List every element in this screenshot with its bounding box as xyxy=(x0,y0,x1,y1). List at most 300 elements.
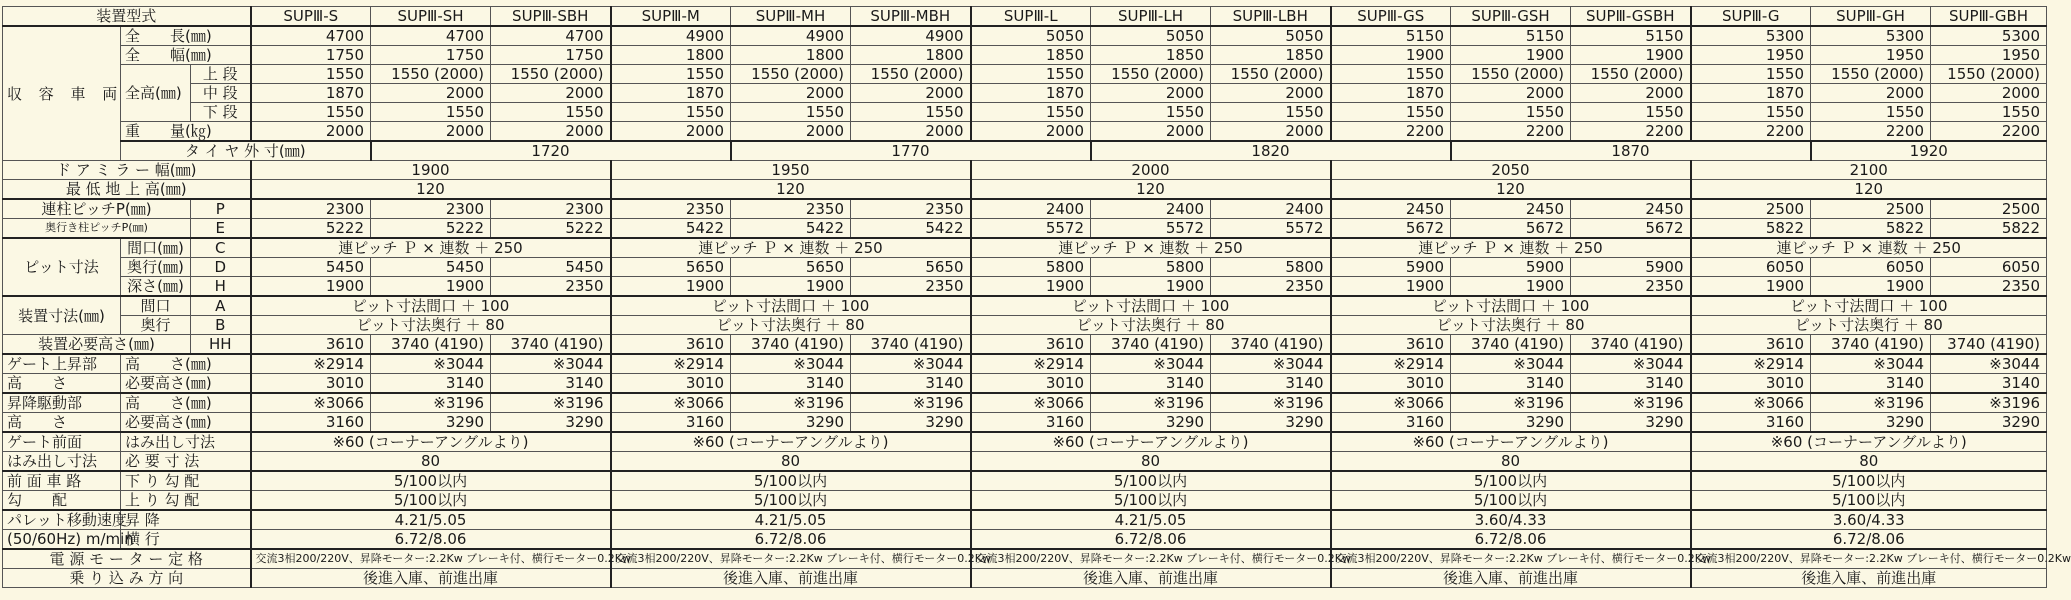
gate-height-cell: ※3044 xyxy=(1091,354,1211,374)
length-cell: 5300 xyxy=(1691,26,1811,46)
width-cell: 1750 xyxy=(251,46,371,65)
row-label: 全高(㎜) xyxy=(121,65,191,122)
ground-cell: 120 xyxy=(251,180,611,200)
tire-cell: 1820 xyxy=(1091,141,1451,161)
gate-front-req-cell: 80 xyxy=(251,452,611,472)
pitch-p-cell: 2350 xyxy=(731,199,851,219)
height-middle-cell: 1870 xyxy=(251,84,371,103)
device-hh-cell: 3740 (4190) xyxy=(851,335,971,355)
slope-up-cell: 5/100以内 xyxy=(1331,491,1691,511)
pit-frontage-cell: 連ピッチ Ｐ × 連数 ＋ 250 xyxy=(971,238,1331,258)
height-upper-cell: 1550 xyxy=(251,65,371,84)
sub-label: 上 り 勾 配 xyxy=(121,491,251,511)
sub-label: 中 段 xyxy=(191,84,251,103)
device-a-cell: ピット寸法間口 ＋ 100 xyxy=(971,296,1331,316)
row-label: 奥行(㎜) xyxy=(121,258,191,277)
height-lower-cell: 1550 xyxy=(1211,103,1331,122)
model-header: SUPⅢ-GSBH xyxy=(1571,7,1691,27)
gate-req-cell: 3010 xyxy=(611,374,731,394)
sub-label: 必要高さ(㎜) xyxy=(121,374,251,394)
pit-depth-row xyxy=(3,258,2047,277)
height-lower-cell: 1550 xyxy=(1331,103,1451,122)
width-cell: 1950 xyxy=(1811,46,1931,65)
speed-lift-cell: 4.21/5.05 xyxy=(611,510,971,530)
height-middle-cell: 2000 xyxy=(851,84,971,103)
model-header: SUPⅢ-SBH xyxy=(491,7,611,27)
lift-row-2 xyxy=(3,413,2047,433)
device-b-cell: ピット寸法奥行 ＋ 80 xyxy=(1691,316,2047,335)
device-b-cell: ピット寸法奥行 ＋ 80 xyxy=(1331,316,1691,335)
pit-depth-cell: 5650 xyxy=(731,258,851,277)
pitch-p-cell: 2450 xyxy=(1571,199,1691,219)
pitch-p-cell: 2500 xyxy=(1811,199,1931,219)
model-header: SUPⅢ-G xyxy=(1691,7,1811,27)
device-hh-cell: 3740 (4190) xyxy=(1571,335,1691,355)
entry-cell: 後進入庫、前進出庫 xyxy=(251,569,611,588)
device-hh-cell: 3740 (4190) xyxy=(1091,335,1211,355)
entry-cell: 後進入庫、前進出庫 xyxy=(971,569,1331,588)
pit-depth-cell: 5800 xyxy=(971,258,1091,277)
pitch-p-cell: 2400 xyxy=(1211,199,1331,219)
gate-height-cell: ※3044 xyxy=(491,354,611,374)
device-hh-cell: 3740 (4190) xyxy=(1931,335,2047,355)
model-header: SUPⅢ-SH xyxy=(371,7,491,27)
length-cell: 4900 xyxy=(851,26,971,46)
width-cell: 1750 xyxy=(491,46,611,65)
speed-lift-cell: 3.60/4.33 xyxy=(1331,510,1691,530)
height-middle-cell: 2000 xyxy=(1931,84,2047,103)
tire-cell: 1870 xyxy=(1451,141,1811,161)
pit-depth-cell: 5450 xyxy=(491,258,611,277)
height-upper-cell: 1550 xyxy=(611,65,731,84)
length-cell: 4900 xyxy=(611,26,731,46)
height-lower-cell: 1550 xyxy=(851,103,971,122)
header-label: 装置型式 xyxy=(3,7,251,27)
height-upper-cell: 1550 xyxy=(1331,65,1451,84)
row-label: 最 低 地 上 高(㎜) xyxy=(3,180,251,200)
lift-height-cell: ※3066 xyxy=(611,393,731,413)
gate-req-cell: 3140 xyxy=(1451,374,1571,394)
lift-req-cell: 3290 xyxy=(1211,413,1331,433)
pit-depth-cell: 5800 xyxy=(1211,258,1331,277)
weight-cell: 2000 xyxy=(1091,122,1211,142)
gate-height-cell: ※2914 xyxy=(971,354,1091,374)
vehicle-weight-row xyxy=(3,122,2047,142)
pit-depth-cell: 5900 xyxy=(1571,258,1691,277)
model-header: SUPⅢ-GH xyxy=(1811,7,1931,27)
gate-height-cell: ※3044 xyxy=(851,354,971,374)
pitch-e-cell: 5572 xyxy=(971,219,1091,239)
slope-row-1 xyxy=(3,471,2047,491)
length-cell: 4700 xyxy=(251,26,371,46)
length-cell: 5300 xyxy=(1931,26,2047,46)
mirror-cell: 2100 xyxy=(1691,161,2047,180)
device-hh-row xyxy=(3,335,2047,355)
device-a-cell: ピット寸法間口 ＋ 100 xyxy=(1691,296,2047,316)
length-cell: 5150 xyxy=(1451,26,1571,46)
lift-height-cell: ※3066 xyxy=(1691,393,1811,413)
pit-frontage-cell: 連ピッチ Ｐ × 連数 ＋ 250 xyxy=(1331,238,1691,258)
model-header: SUPⅢ-L xyxy=(971,7,1091,27)
gate-height-cell: ※3044 xyxy=(1451,354,1571,374)
pitch-e-cell: 5572 xyxy=(1091,219,1211,239)
lift-req-cell: 3160 xyxy=(1331,413,1451,433)
row-label: ゲート前面 xyxy=(3,432,121,452)
symbol-label: B xyxy=(191,316,251,335)
gate-front-req-cell: 80 xyxy=(1691,452,2047,472)
height-upper-cell: 1550 (2000) xyxy=(491,65,611,84)
device-hh-cell: 3610 xyxy=(1331,335,1451,355)
vehicle-group-label: 収 容 車 両 xyxy=(3,26,121,161)
pit-depth-cell: 6050 xyxy=(1931,258,2047,277)
pitch-p-cell: 2500 xyxy=(1931,199,2047,219)
weight-cell: 2200 xyxy=(1811,122,1931,142)
width-cell: 1950 xyxy=(1931,46,2047,65)
row-label: 勾 配 xyxy=(3,491,121,511)
ground-cell: 120 xyxy=(1691,180,2047,200)
pitch-e-cell: 5222 xyxy=(251,219,371,239)
pit-depth-cell: 5900 xyxy=(1331,258,1451,277)
entry-cell: 後進入庫、前進出庫 xyxy=(1691,569,2047,588)
height-upper-cell: 1550 (2000) xyxy=(1931,65,2047,84)
row-label: 深さ(㎜) xyxy=(121,277,191,297)
gate-height-cell: ※3044 xyxy=(371,354,491,374)
gate-height-cell: ※3044 xyxy=(1571,354,1691,374)
width-cell: 1850 xyxy=(971,46,1091,65)
pit-depth-cell: 5450 xyxy=(371,258,491,277)
symbol-label: C xyxy=(191,238,251,258)
weight-cell: 2200 xyxy=(1571,122,1691,142)
slope-up-cell: 5/100以内 xyxy=(1691,491,2047,511)
device-hh-cell: 3610 xyxy=(251,335,371,355)
pitch-p-row xyxy=(3,199,2047,219)
row-label: 高 さ xyxy=(3,374,121,394)
lift-height-cell: ※3196 xyxy=(371,393,491,413)
pit-deep-cell: 2350 xyxy=(491,277,611,297)
gate-req-cell: 3140 xyxy=(1571,374,1691,394)
gate-front-row-1 xyxy=(3,432,2047,452)
model-header: SUPⅢ-GBH xyxy=(1931,7,2047,27)
row-label: 装置必要高さ(㎜) xyxy=(3,335,191,355)
gate-front-note-cell: ※60 (コーナーアングルより) xyxy=(611,432,971,452)
symbol-label: D xyxy=(191,258,251,277)
row-label: 連柱ピッチP(㎜) xyxy=(3,199,191,219)
gate-req-cell: 3010 xyxy=(971,374,1091,394)
weight-cell: 2000 xyxy=(1211,122,1331,142)
pitch-e-cell: 5222 xyxy=(371,219,491,239)
pit-deep-cell: 1900 xyxy=(1451,277,1571,297)
slope-down-cell: 5/100以内 xyxy=(251,471,611,491)
length-cell: 4700 xyxy=(491,26,611,46)
model-header: SUPⅢ-S xyxy=(251,7,371,27)
gate-front-req-cell: 80 xyxy=(971,452,1331,472)
spec-table xyxy=(2,6,2071,588)
device-hh-cell: 3740 (4190) xyxy=(1451,335,1571,355)
vehicle-middle-row xyxy=(3,84,2047,103)
pitch-e-cell: 5422 xyxy=(731,219,851,239)
weight-cell: 2000 xyxy=(491,122,611,142)
lift-height-cell: ※3066 xyxy=(251,393,371,413)
speed-lift-cell: 4.21/5.05 xyxy=(251,510,611,530)
gate-front-note-cell: ※60 (コーナーアングルより) xyxy=(971,432,1331,452)
gate-req-cell: 3140 xyxy=(1211,374,1331,394)
sub-label: 下 り 勾 配 xyxy=(121,471,251,491)
lift-req-cell: 3160 xyxy=(1691,413,1811,433)
mirror-cell: 1950 xyxy=(611,161,971,180)
lift-height-cell: ※3066 xyxy=(1331,393,1451,413)
pit-deep-cell: 1900 xyxy=(731,277,851,297)
gate-height-cell: ※2914 xyxy=(611,354,731,374)
pit-frontage-cell: 連ピッチ Ｐ × 連数 ＋ 250 xyxy=(611,238,971,258)
pitch-p-cell: 2450 xyxy=(1331,199,1451,219)
gate-req-cell: 3140 xyxy=(491,374,611,394)
sub-label: 下 段 xyxy=(191,103,251,122)
lift-height-cell: ※3196 xyxy=(1091,393,1211,413)
lift-req-cell: 3290 xyxy=(1451,413,1571,433)
length-cell: 5050 xyxy=(971,26,1091,46)
row-label: パレット移動速度 xyxy=(3,510,121,530)
device-b-cell: ピット寸法奥行 ＋ 80 xyxy=(611,316,971,335)
pitch-e-row xyxy=(3,219,2047,239)
length-cell: 5150 xyxy=(1571,26,1691,46)
height-middle-cell: 1870 xyxy=(611,84,731,103)
lift-height-cell: ※3196 xyxy=(1211,393,1331,413)
device-hh-cell: 3610 xyxy=(971,335,1091,355)
height-lower-cell: 1550 xyxy=(731,103,851,122)
gate-front-req-cell: 80 xyxy=(1331,452,1691,472)
gate-req-cell: 3140 xyxy=(1931,374,2047,394)
lift-height-cell: ※3196 xyxy=(1451,393,1571,413)
length-cell: 5300 xyxy=(1811,26,1931,46)
table-header-row xyxy=(3,7,2047,27)
ground-cell: 120 xyxy=(611,180,971,200)
speed-lift-cell: 3.60/4.33 xyxy=(1691,510,2047,530)
pit-deep-row xyxy=(3,277,2047,297)
height-lower-cell: 1550 xyxy=(971,103,1091,122)
height-upper-cell: 1550 (2000) xyxy=(1091,65,1211,84)
gate-req-cell: 3140 xyxy=(731,374,851,394)
device-b-row xyxy=(3,316,2047,335)
gate-height-cell: ※3044 xyxy=(1211,354,1331,374)
symbol-label: A xyxy=(191,296,251,316)
height-middle-cell: 2000 xyxy=(1451,84,1571,103)
pitch-e-cell: 5822 xyxy=(1931,219,2047,239)
gate-height-cell: ※3044 xyxy=(731,354,851,374)
height-middle-cell: 2000 xyxy=(371,84,491,103)
power-cell: 交流3相200/220V、昇降モーター:2.2Kw ブレーキ付、横行モーター0.2Kw xyxy=(1691,549,2047,569)
lift-req-cell: 3290 xyxy=(1571,413,1691,433)
speed-traverse-cell: 6.72/8.06 xyxy=(251,530,611,550)
lift-req-cell: 3290 xyxy=(1091,413,1211,433)
pit-deep-cell: 2350 xyxy=(1931,277,2047,297)
speed-traverse-cell: 6.72/8.06 xyxy=(611,530,971,550)
power-cell: 交流3相200/220V、昇降モーター:2.2Kw ブレーキ付、横行モーター0.2Kw xyxy=(611,549,971,569)
length-cell: 5050 xyxy=(1091,26,1211,46)
lift-req-cell: 3290 xyxy=(731,413,851,433)
pitch-e-cell: 5822 xyxy=(1691,219,1811,239)
weight-cell: 2200 xyxy=(1331,122,1451,142)
lift-height-cell: ※3196 xyxy=(731,393,851,413)
gate-front-row-2 xyxy=(3,452,2047,472)
pit-deep-cell: 1900 xyxy=(1811,277,1931,297)
device-a-row xyxy=(3,296,2047,316)
gate-height-cell: ※2914 xyxy=(1331,354,1451,374)
width-cell: 1900 xyxy=(1571,46,1691,65)
row-label: 奥行き柱ピッチP(㎜) xyxy=(3,219,191,239)
power-row xyxy=(3,549,2047,569)
pitch-p-cell: 2500 xyxy=(1691,199,1811,219)
gate-front-note-cell: ※60 (コーナーアングルより) xyxy=(1331,432,1691,452)
pit-frontage-cell: 連ピッチ Ｐ × 連数 ＋ 250 xyxy=(251,238,611,258)
height-lower-cell: 1550 xyxy=(1811,103,1931,122)
gate-req-cell: 3140 xyxy=(851,374,971,394)
vehicle-lower-row xyxy=(3,103,2047,122)
model-header: SUPⅢ-MBH xyxy=(851,7,971,27)
entry-row xyxy=(3,569,2047,588)
pitch-p-cell: 2350 xyxy=(851,199,971,219)
weight-cell: 2200 xyxy=(1451,122,1571,142)
weight-cell: 2000 xyxy=(611,122,731,142)
pit-deep-cell: 1900 xyxy=(371,277,491,297)
pit-depth-cell: 5450 xyxy=(251,258,371,277)
device-hh-cell: 3610 xyxy=(611,335,731,355)
gate-row-1 xyxy=(3,354,2047,374)
row-label: 昇降駆動部 xyxy=(3,393,121,413)
height-lower-cell: 1550 xyxy=(1691,103,1811,122)
gate-row-2 xyxy=(3,374,2047,394)
ground-cell: 120 xyxy=(971,180,1331,200)
height-lower-cell: 1550 xyxy=(1091,103,1211,122)
device-a-cell: ピット寸法間口 ＋ 100 xyxy=(251,296,611,316)
pit-deep-cell: 1900 xyxy=(1091,277,1211,297)
vehicle-upper-row xyxy=(3,65,2047,84)
power-cell: 交流3相200/220V、昇降モーター:2.2Kw ブレーキ付、横行モーター0.2Kw xyxy=(1331,549,1691,569)
row-label: ド ア ミ ラ ー 幅(㎜) xyxy=(3,161,251,180)
speed-row-1 xyxy=(3,510,2047,530)
row-label: 電 源 モ ー タ ー 定 格 xyxy=(3,549,251,569)
model-header: SUPⅢ-M xyxy=(611,7,731,27)
slope-up-cell: 5/100以内 xyxy=(611,491,971,511)
pit-frontage-cell: 連ピッチ Ｐ × 連数 ＋ 250 xyxy=(1691,238,2047,258)
row-label: 奥行 xyxy=(121,316,191,335)
mirror-cell: 1900 xyxy=(251,161,611,180)
slope-down-cell: 5/100以内 xyxy=(1331,471,1691,491)
pitch-p-cell: 2350 xyxy=(611,199,731,219)
model-header: SUPⅢ-LH xyxy=(1091,7,1211,27)
lift-height-cell: ※3196 xyxy=(491,393,611,413)
ground-cell: 120 xyxy=(1331,180,1691,200)
row-label: 乗 り 込 み 方 向 xyxy=(3,569,251,588)
gate-req-cell: 3010 xyxy=(251,374,371,394)
pitch-e-cell: 5572 xyxy=(1211,219,1331,239)
weight-cell: 2000 xyxy=(251,122,371,142)
gate-front-note-cell: ※60 (コーナーアングルより) xyxy=(251,432,611,452)
weight-cell: 2000 xyxy=(971,122,1091,142)
height-middle-cell: 2000 xyxy=(1811,84,1931,103)
pit-deep-cell: 1900 xyxy=(611,277,731,297)
height-upper-cell: 1550 xyxy=(1691,65,1811,84)
gate-front-note-cell: ※60 (コーナーアングルより) xyxy=(1691,432,2047,452)
height-middle-cell: 2000 xyxy=(731,84,851,103)
pitch-e-cell: 5822 xyxy=(1811,219,1931,239)
gate-req-cell: 3140 xyxy=(371,374,491,394)
speed-lift-cell: 4.21/5.05 xyxy=(971,510,1331,530)
lift-req-cell: 3290 xyxy=(1811,413,1931,433)
sub-label: 昇 降 xyxy=(121,510,251,530)
device-group-label: 装置寸法(㎜) xyxy=(3,296,121,335)
lift-req-cell: 3160 xyxy=(611,413,731,433)
sub-label: 必 要 寸 法 xyxy=(121,452,251,472)
pit-depth-cell: 6050 xyxy=(1811,258,1931,277)
lift-height-cell: ※3196 xyxy=(1931,393,2047,413)
device-b-cell: ピット寸法奥行 ＋ 80 xyxy=(971,316,1331,335)
height-middle-cell: 2000 xyxy=(1211,84,1331,103)
pit-deep-cell: 1900 xyxy=(971,277,1091,297)
length-cell: 4700 xyxy=(371,26,491,46)
height-upper-cell: 1550 (2000) xyxy=(1811,65,1931,84)
pit-deep-cell: 1900 xyxy=(1331,277,1451,297)
device-hh-cell: 3610 xyxy=(1691,335,1811,355)
lift-height-cell: ※3066 xyxy=(971,393,1091,413)
pitch-p-cell: 2450 xyxy=(1451,199,1571,219)
height-lower-cell: 1550 xyxy=(1571,103,1691,122)
width-cell: 1800 xyxy=(851,46,971,65)
sub-label: 上 段 xyxy=(191,65,251,84)
model-header: SUPⅢ-GSH xyxy=(1451,7,1571,27)
device-hh-cell: 3740 (4190) xyxy=(491,335,611,355)
row-label: 全 長(㎜) xyxy=(121,26,251,46)
gate-height-cell: ※3044 xyxy=(1811,354,1931,374)
height-lower-cell: 1550 xyxy=(251,103,371,122)
lift-req-cell: 3290 xyxy=(1931,413,2047,433)
spec-table-body xyxy=(3,7,2071,588)
sub-label: 横 行 xyxy=(121,530,251,550)
pit-depth-cell: 5800 xyxy=(1091,258,1211,277)
slope-down-cell: 5/100以内 xyxy=(611,471,971,491)
gate-front-req-cell: 80 xyxy=(611,452,971,472)
gate-req-cell: 3010 xyxy=(1691,374,1811,394)
pit-depth-cell: 5650 xyxy=(611,258,731,277)
tire-cell: 1720 xyxy=(371,141,731,161)
lift-req-cell: 3160 xyxy=(971,413,1091,433)
entry-cell: 後進入庫、前進出庫 xyxy=(1331,569,1691,588)
pit-deep-cell: 1900 xyxy=(251,277,371,297)
gate-req-cell: 3140 xyxy=(1091,374,1211,394)
pitch-p-cell: 2300 xyxy=(251,199,371,219)
sub-label: 高 さ(㎜) xyxy=(121,393,251,413)
symbol-label: H xyxy=(191,277,251,297)
pitch-p-cell: 2400 xyxy=(1091,199,1211,219)
row-label: タ イ ヤ 外 寸(㎜) xyxy=(121,141,371,161)
gate-height-cell: ※2914 xyxy=(1691,354,1811,374)
power-cell: 交流3相200/220V、昇降モーター:2.2Kw ブレーキ付、横行モーター0.2Kw xyxy=(971,549,1331,569)
lift-req-cell: 3290 xyxy=(371,413,491,433)
vehicle-width-row xyxy=(3,46,2047,65)
height-upper-cell: 1550 (2000) xyxy=(1451,65,1571,84)
row-label: 前 面 車 路 xyxy=(3,471,121,491)
height-upper-cell: 1550 (2000) xyxy=(1211,65,1331,84)
spec-sheet xyxy=(2,6,2071,588)
device-b-cell: ピット寸法奥行 ＋ 80 xyxy=(251,316,611,335)
pitch-e-cell: 5672 xyxy=(1451,219,1571,239)
pit-deep-cell: 2350 xyxy=(851,277,971,297)
gate-req-cell: 3010 xyxy=(1331,374,1451,394)
gate-height-cell: ※2914 xyxy=(251,354,371,374)
height-upper-cell: 1550 xyxy=(971,65,1091,84)
width-cell: 1900 xyxy=(1451,46,1571,65)
lift-height-cell: ※3196 xyxy=(1811,393,1931,413)
height-middle-cell: 2000 xyxy=(491,84,611,103)
